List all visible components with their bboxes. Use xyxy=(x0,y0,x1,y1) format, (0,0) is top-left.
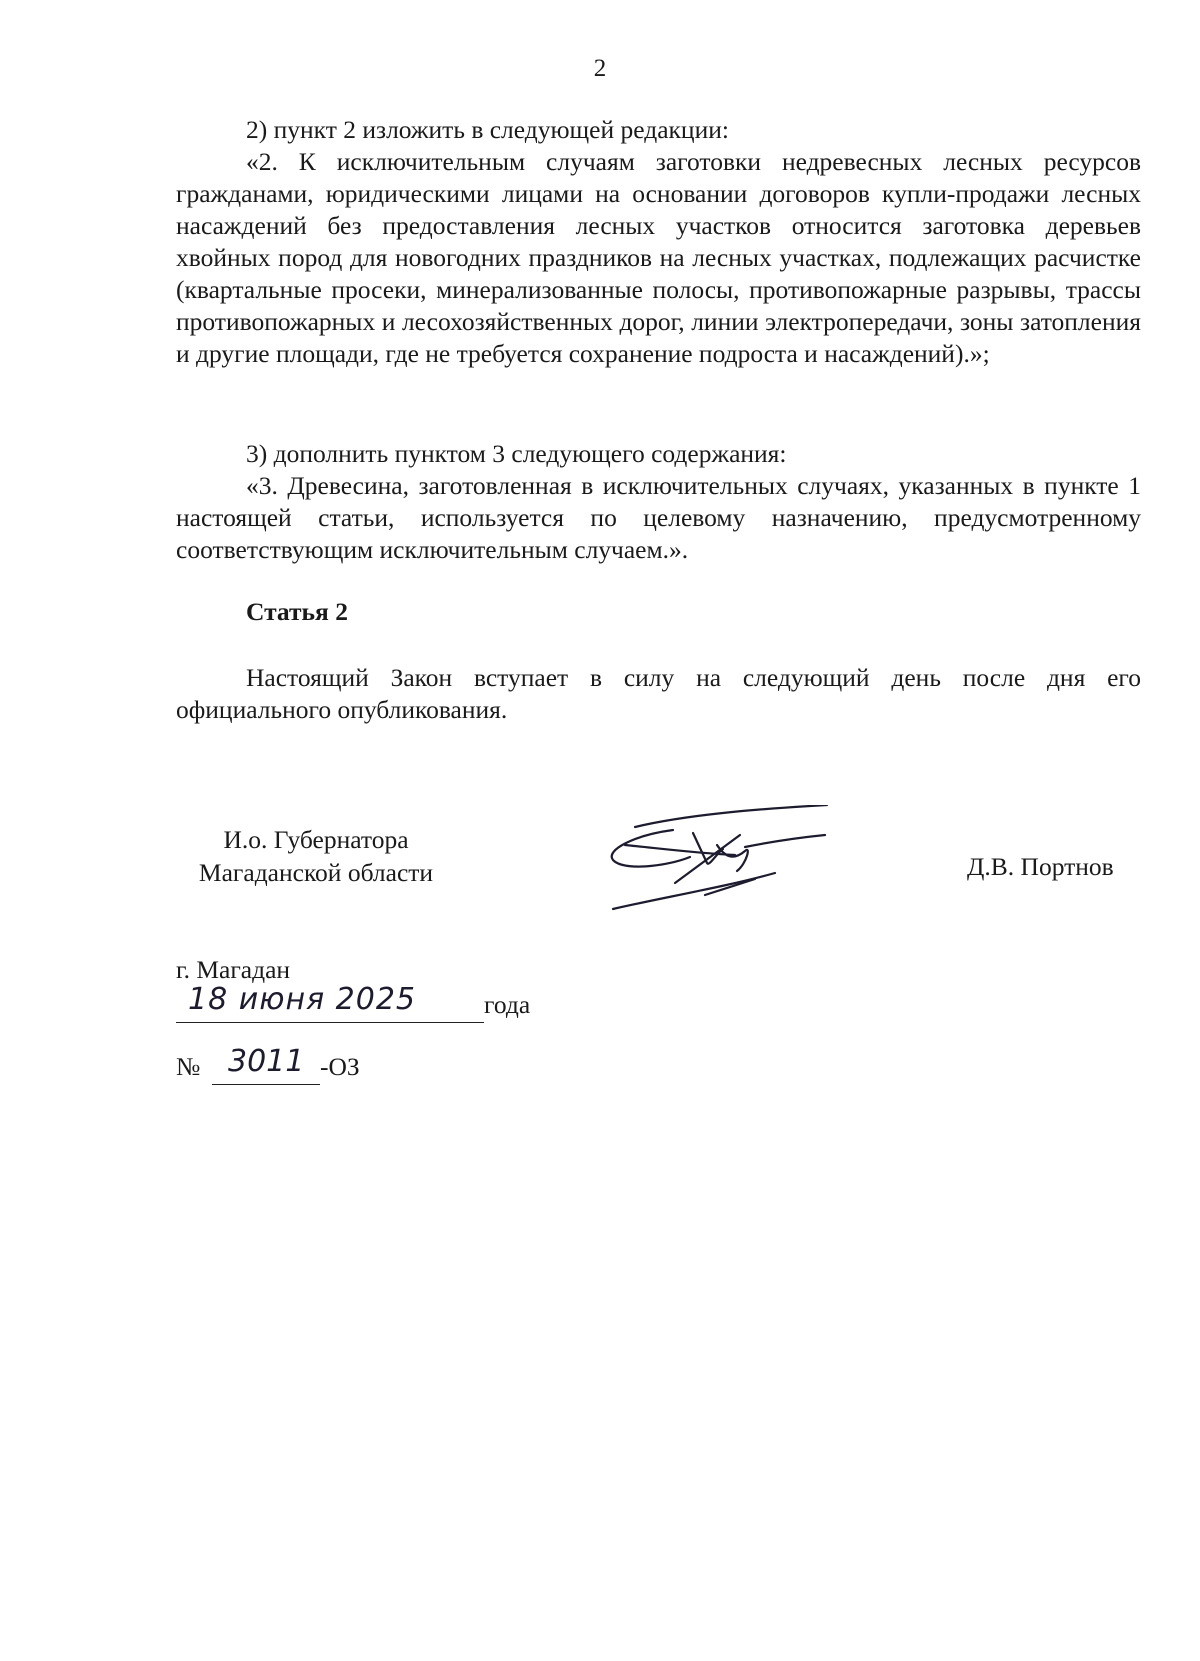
number-sign: № xyxy=(176,1052,201,1081)
signature-graphic xyxy=(605,805,835,915)
date-underline xyxy=(176,982,484,1023)
article-text: Настоящий Закон вступает в силу на следующий день после дня его официального опубликования. xyxy=(176,663,1141,724)
place-of-signing: г. Магадан xyxy=(176,955,291,984)
amendment-intro: 3) дополнить пунктом 3 следующего содержания: xyxy=(246,439,787,468)
signatory-name: Д.В. Портнов xyxy=(967,852,1114,881)
number-underline xyxy=(212,1044,320,1085)
handwritten-date: 18 июня 2025 xyxy=(188,982,417,1017)
amendment-intro: 2) пункт 2 изложить в следующей редакции: xyxy=(246,115,729,144)
date-suffix: года xyxy=(484,990,531,1019)
article-2-body xyxy=(176,662,1141,726)
signatory-title-line1: И.о. Губернатора xyxy=(223,825,409,854)
signatory-title-line2: Магаданской области xyxy=(198,858,434,887)
amendment-item-2 xyxy=(176,114,1141,370)
handwritten-signature xyxy=(605,805,835,920)
amendment-text: «2. К исключительным случаям заготовки недревесных лесных ресурсов гражданами, юридическими лицами на основании договоров купли-продажи лесных насаждений без предоставления лесных участков относится заготовка деревьев хвойных пород для новогодних праздников на лесных участках, подлежащих расчистке (квартальные просеки, минерализованные полосы, противопожарные разрывы, трассы противопожарных и лесохозяйственных дорог, линии электропередачи, зоны затопления и другие площади, где не требуется сохранение подроста и насаждений).»; xyxy=(176,147,1141,368)
page-number: 2 xyxy=(593,55,607,82)
signatory-title xyxy=(186,823,446,889)
amendment-text: «3. Древесина, заготовленная в исключительных случаях, указанных в пункте 1 настоящей статьи, используется по целевому назначению, предусмотренному соответствующим исключительным случаем.». xyxy=(176,471,1141,564)
article-heading: Статья 2 xyxy=(246,597,348,626)
number-suffix: -ОЗ xyxy=(320,1052,360,1081)
handwritten-number: 3011 xyxy=(228,1044,305,1079)
amendment-item-3 xyxy=(176,438,1141,566)
